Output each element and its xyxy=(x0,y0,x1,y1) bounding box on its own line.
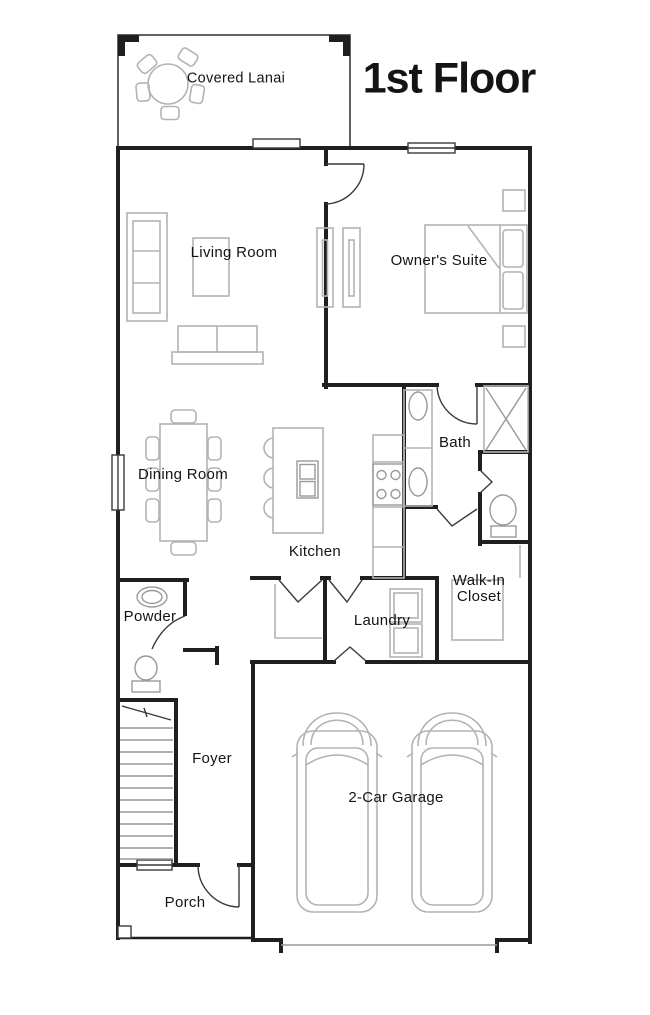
room-label-owners-suite: Owner's Suite xyxy=(390,251,488,269)
window-icon xyxy=(253,139,300,148)
toilet-icon xyxy=(132,656,160,692)
room-label-living-room: Living Room xyxy=(190,243,278,261)
patio-table-icon xyxy=(148,64,188,104)
kitchen-counter-icon xyxy=(373,435,404,578)
island-sink-icon xyxy=(297,461,318,498)
powder-fixtures xyxy=(132,587,167,692)
lanai-post-icon xyxy=(329,35,350,56)
opening-icon xyxy=(437,509,477,526)
room-label-covered-lanai: Covered Lanai xyxy=(186,70,286,87)
sink-icon xyxy=(137,587,167,607)
toilet-icon xyxy=(490,495,516,537)
room-label-foyer: Foyer xyxy=(192,749,232,767)
nightstand-icon xyxy=(503,190,525,211)
window-icon xyxy=(137,860,172,870)
garage-contents xyxy=(281,713,497,945)
window-icon xyxy=(112,455,124,510)
window-icon xyxy=(408,143,455,153)
media-cabinet-icon xyxy=(317,228,360,307)
porch-post-icon xyxy=(118,926,131,938)
room-label-porch: Porch xyxy=(164,893,206,911)
loveseat-icon xyxy=(172,326,263,364)
opening-icon xyxy=(279,580,322,602)
door-swing-icon xyxy=(437,385,477,424)
kitchen-island-icon xyxy=(273,428,323,533)
sofa-icon xyxy=(127,213,167,321)
shower-icon xyxy=(484,386,528,452)
room-label-kitchen: Kitchen xyxy=(288,542,342,560)
opening-icon xyxy=(334,647,366,661)
stairs-icon xyxy=(120,706,173,859)
cooktop-icon xyxy=(373,464,403,505)
lanai-post-icon xyxy=(118,35,139,56)
room-label-dining-room: Dining Room xyxy=(137,465,229,483)
room-label-laundry: Laundry xyxy=(353,611,411,629)
opening-icon xyxy=(480,470,492,493)
room-label-powder: Powder xyxy=(123,607,177,625)
opening-icon xyxy=(329,580,362,602)
car-icon xyxy=(407,713,497,912)
room-label-walk-in-closet: Walk-In Closet xyxy=(452,571,506,605)
nightstand-icon xyxy=(503,326,525,347)
room-label-bath: Bath xyxy=(438,433,472,451)
bath-fixtures xyxy=(404,386,528,537)
room-label-garage: 2-Car Garage xyxy=(348,788,444,806)
car-icon xyxy=(292,713,382,912)
stairs-direction-arrow xyxy=(122,706,171,720)
pantry-shelf-icon xyxy=(275,584,322,638)
door-swing-icon xyxy=(326,164,364,204)
lanai-outline xyxy=(118,35,350,148)
double-vanity-icon xyxy=(404,390,432,506)
plan-title: 1st Floor xyxy=(362,54,536,103)
